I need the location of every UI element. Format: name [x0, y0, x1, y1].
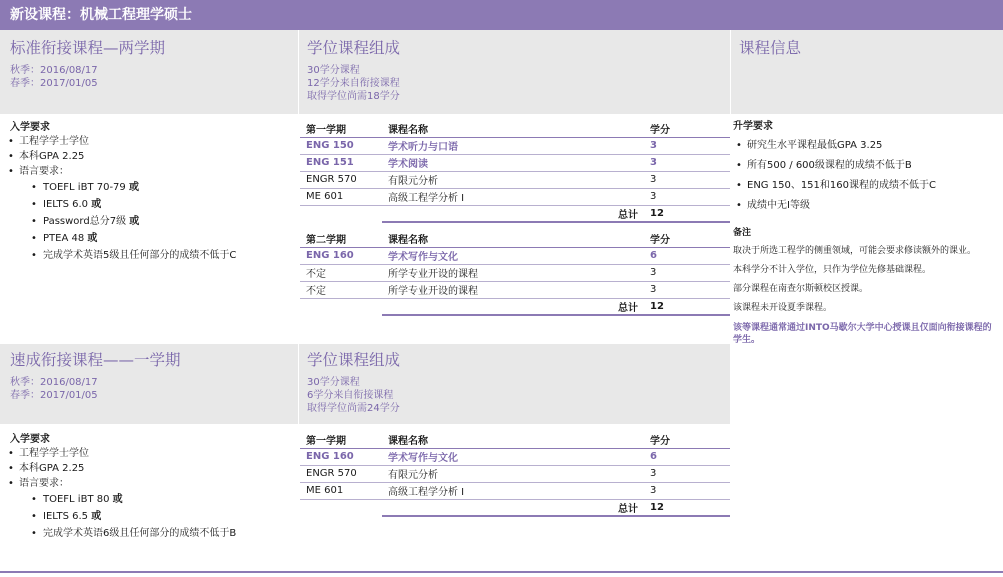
- entry-item-label: 语言要求：: [19, 478, 69, 489]
- progression-list: [733, 136, 998, 216]
- course-code: ME 601: [300, 188, 382, 205]
- language-option-text: IELTS 6.5: [43, 511, 92, 522]
- column-header: 第二学期: [300, 230, 382, 247]
- language-option: [29, 525, 236, 542]
- track2-composition-line: 6学分来自衔接课程: [307, 390, 394, 401]
- language-option: [29, 179, 236, 196]
- total-row: [300, 499, 730, 516]
- progression-item: • 成绩中无I等级: [733, 196, 998, 216]
- column-header: 课程名称: [382, 120, 644, 137]
- entry-item: • 本科GPA 2.25: [6, 461, 236, 476]
- note: 该课程未开设夏季课程。: [733, 303, 833, 313]
- or-label: 或: [87, 233, 98, 244]
- progression-item: • 研究生水平课程最低GPA 3.25: [733, 136, 998, 156]
- course-credits: 3: [644, 465, 730, 482]
- total-spacer: [300, 298, 382, 315]
- course-credits: 6: [644, 448, 730, 465]
- entry-item-label: 语言要求：: [19, 166, 69, 177]
- column-header: 学分: [644, 120, 730, 137]
- info-band: [731, 30, 1003, 114]
- track1-semester1-table: [300, 120, 730, 223]
- course-code: ENG 150: [300, 137, 382, 154]
- track2-composition-line: 取得学位尚需24学分: [307, 403, 400, 414]
- course-name: 有限元分析: [382, 171, 644, 188]
- track1-entry-list: [6, 134, 236, 264]
- total-spacer: [300, 205, 382, 222]
- column-header: 学分: [644, 230, 730, 247]
- course-code: ME 601: [300, 482, 382, 499]
- table-row: [300, 448, 730, 465]
- course-code: ENGR 570: [300, 465, 382, 482]
- track1-entry-heading: 入学要求: [10, 122, 50, 133]
- course-credits: 3: [644, 281, 730, 298]
- language-option: [29, 491, 236, 508]
- table-row: [300, 482, 730, 499]
- or-label: 或: [91, 199, 102, 210]
- course-code: ENG 160: [300, 448, 382, 465]
- language-option-text: Password总分7级: [43, 216, 130, 227]
- notes-heading: 备注: [733, 228, 752, 238]
- table-row: [300, 465, 730, 482]
- course-credits: 6: [644, 247, 730, 264]
- language-option: [29, 213, 236, 230]
- track1-composition-line: 30学分课程: [307, 65, 360, 76]
- language-requirements: [19, 491, 236, 542]
- language-option-text: 完成学术英语5级且任何部分的成绩不低于C: [43, 250, 237, 261]
- course-code: ENG 151: [300, 154, 382, 171]
- course-credits: 3: [644, 482, 730, 499]
- total-credits: 12: [644, 499, 730, 516]
- track2-composition-line: 30学分课程: [307, 377, 360, 388]
- total-credits: 12: [644, 298, 730, 315]
- entry-item: • 本科GPA 2.25: [6, 149, 236, 164]
- track2-title: 速成衔接课程——一学期: [10, 351, 181, 369]
- track1-composition-line: 取得学位尚需18学分: [307, 91, 400, 102]
- course-code: ENG 160: [300, 247, 382, 264]
- or-label: 或: [91, 511, 102, 522]
- table-row: [300, 137, 730, 154]
- language-option: [29, 196, 236, 213]
- column-header: 课程名称: [382, 431, 644, 448]
- language-requirements: [19, 179, 236, 264]
- course-name: 高级工程学分析 I: [382, 188, 644, 205]
- info-column: [733, 120, 998, 346]
- course-credits: 3: [644, 264, 730, 281]
- total-row: [300, 205, 730, 222]
- total-credits: 12: [644, 205, 730, 222]
- entry-item: • 工程学学士学位: [6, 134, 236, 149]
- total-spacer: [300, 499, 382, 516]
- total-label: 总计: [382, 205, 644, 222]
- course-code: 不定: [300, 281, 382, 298]
- entry-item: [6, 164, 236, 264]
- track1-semester2-table: [300, 230, 730, 316]
- track2-entry-heading: 入学要求: [10, 434, 50, 445]
- track2-semester1-table: [300, 431, 730, 517]
- progression-item: • 所有500 / 600级课程的成绩不低于B: [733, 156, 998, 176]
- total-label: 总计: [382, 499, 644, 516]
- course-name: 所学专业开设的课程: [382, 264, 644, 281]
- progression-heading: 升学要求: [733, 121, 773, 132]
- track1-composition-title: 学位课程组成: [307, 39, 401, 57]
- total-row: [300, 298, 730, 315]
- total-label: 总计: [382, 298, 644, 315]
- course-code: ENGR 570: [300, 171, 382, 188]
- language-option-text: 完成学术英语6级且任何部分的成绩不低于B: [43, 528, 237, 539]
- track1-fall-date: 秋季：2016/08/17: [10, 65, 98, 76]
- table-row: [300, 154, 730, 171]
- track2-composition-title: 学位课程组成: [307, 351, 401, 369]
- table-row: [300, 281, 730, 298]
- course-name: 学术写作与文化: [382, 448, 644, 465]
- track2-fall-date: 秋季：2016/08/17: [10, 377, 98, 388]
- language-option-text: IELTS 6.0: [43, 199, 92, 210]
- column-divider: [298, 30, 299, 572]
- course-code: 不定: [300, 264, 382, 281]
- track2-composition-band: [299, 344, 730, 424]
- language-option-text: PTEA 48: [43, 233, 88, 244]
- course-name: 学术写作与文化: [382, 247, 644, 264]
- table-row: [300, 247, 730, 264]
- column-header: 学分: [644, 431, 730, 448]
- highlight-note: 该等课程通常通过INTO马歇尔大学中心授课且仅面向衔接课程的学生。: [733, 323, 992, 345]
- table-row: [300, 171, 730, 188]
- course-name: 高级工程学分析 I: [382, 482, 644, 499]
- course-name: 学术听力与口语: [382, 137, 644, 154]
- note: 本科学分不计入学位，只作为学位先修基础课程。: [733, 265, 932, 275]
- course-name: 学术阅读: [382, 154, 644, 171]
- language-option: [29, 230, 236, 247]
- language-option-text: TOEFL iBT 80: [43, 494, 113, 505]
- language-option-text: TOEFL iBT 70-79: [43, 182, 129, 193]
- bottom-rule: [0, 571, 1003, 573]
- course-credits: 3: [644, 154, 730, 171]
- language-option: [29, 247, 236, 264]
- info-title: 课程信息: [739, 39, 802, 57]
- note: 取决于所选工程学的侧重领域，可能会要求修读额外的课业。: [733, 246, 977, 256]
- track2-entry-list: [6, 446, 236, 542]
- track1-spring-date: 春季：2017/01/05: [10, 78, 98, 89]
- or-label: 或: [112, 494, 123, 505]
- column-header: 第一学期: [300, 431, 382, 448]
- page-title: 新设课程：机械工程理学硕士: [0, 0, 1003, 30]
- entry-item: [6, 476, 236, 542]
- track1-composition-line: 12学分来自衔接课程: [307, 78, 400, 89]
- table-row: [300, 264, 730, 281]
- course-credits: 3: [644, 137, 730, 154]
- or-label: 或: [129, 216, 140, 227]
- column-header: 第一学期: [300, 120, 382, 137]
- table-row: [300, 188, 730, 205]
- course-credits: 3: [644, 171, 730, 188]
- track1-composition-band: [299, 30, 730, 114]
- course-name: 所学专业开设的课程: [382, 281, 644, 298]
- track1-title: 标准衔接课程—两学期: [10, 39, 166, 57]
- note: 部分课程在南查尔斯顿校区授课。: [733, 284, 869, 294]
- column-divider: [730, 30, 731, 572]
- language-option: [29, 508, 236, 525]
- progression-item: • ENG 150、151和160课程的成绩不低于C: [733, 176, 998, 196]
- entry-item: • 工程学学士学位: [6, 446, 236, 461]
- track2-title-band: [0, 344, 298, 424]
- track1-title-band: [0, 30, 298, 114]
- course-name: 有限元分析: [382, 465, 644, 482]
- or-label: 或: [128, 182, 139, 193]
- track2-spring-date: 春季：2017/01/05: [10, 390, 98, 401]
- column-header: 课程名称: [382, 230, 644, 247]
- course-credits: 3: [644, 188, 730, 205]
